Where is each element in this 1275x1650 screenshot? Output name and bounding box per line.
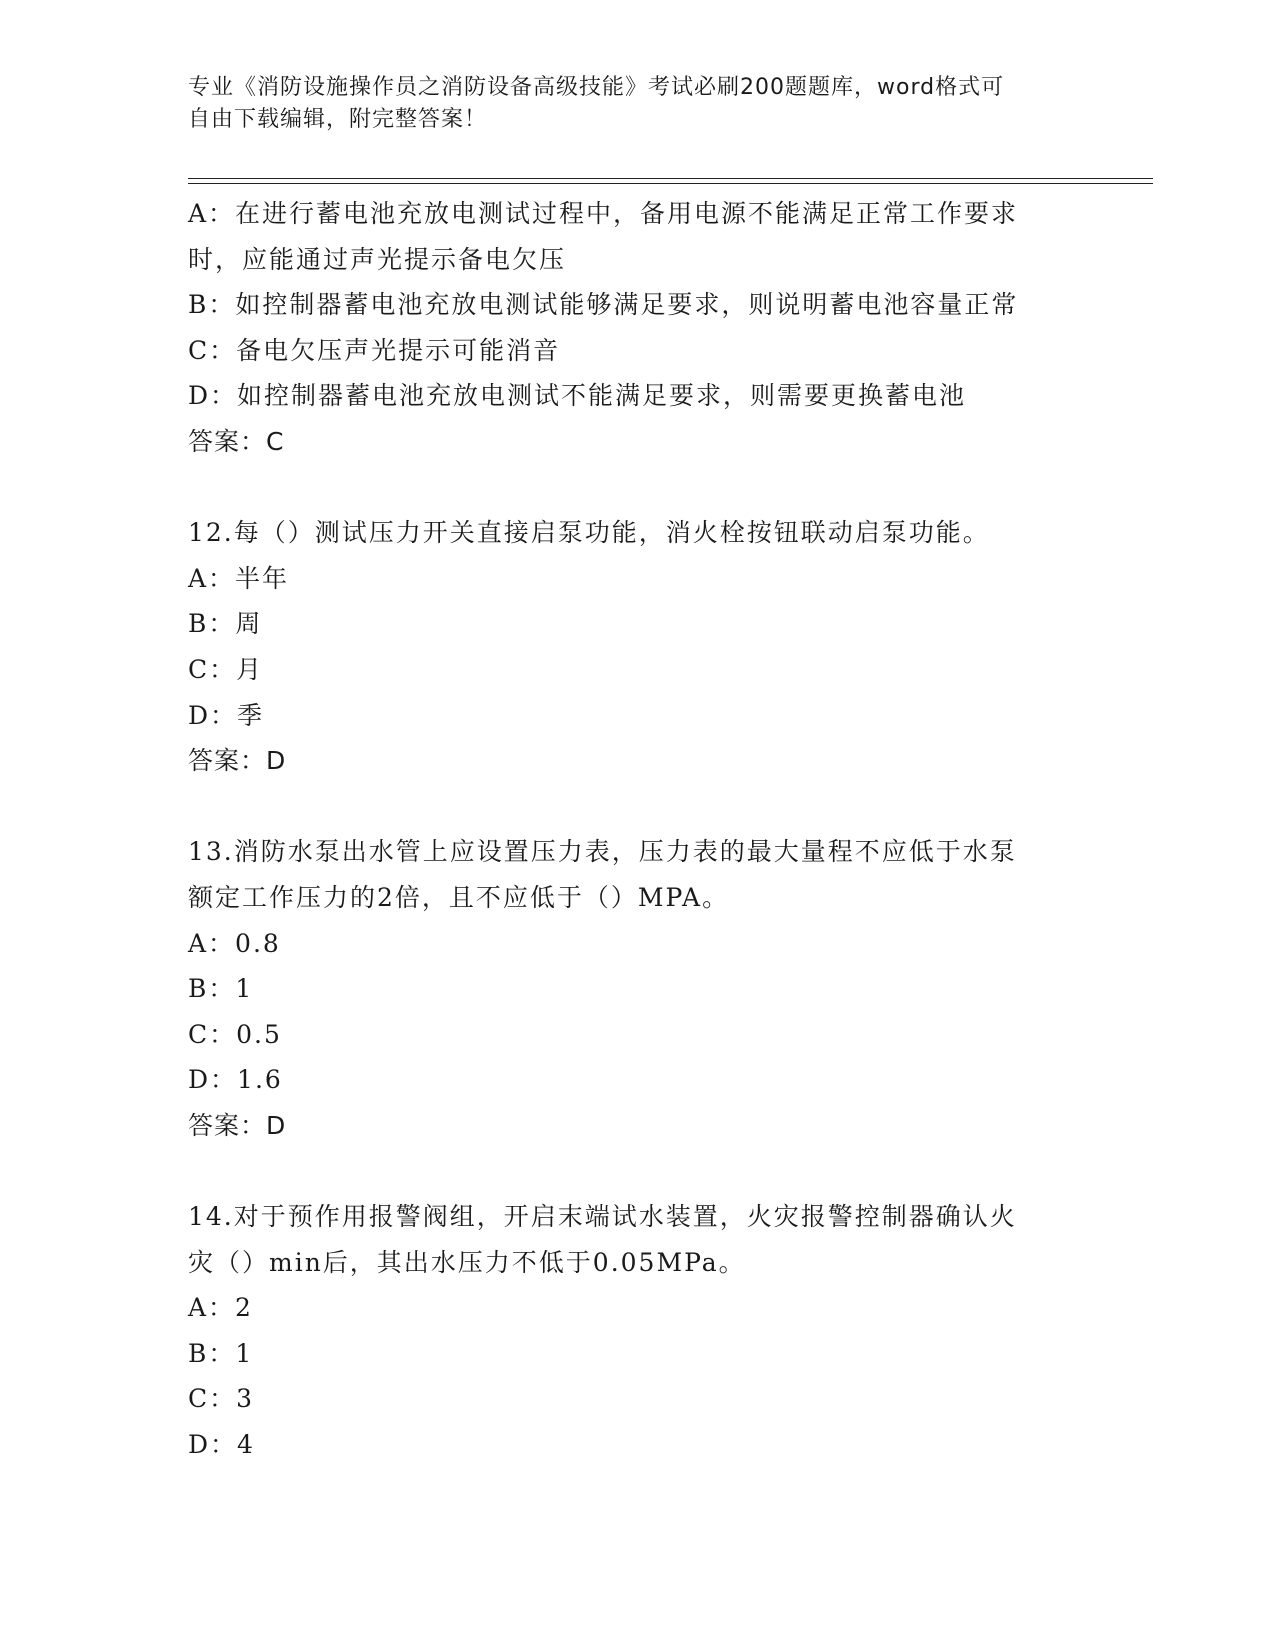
option-d: D：季: [188, 700, 265, 730]
answer: 答案：D: [188, 746, 287, 776]
option-c: C：3: [188, 1384, 255, 1414]
option-d: D：1.6: [188, 1065, 283, 1095]
question-14: [188, 1194, 1088, 1468]
option-d: D：如控制器蓄电池充放电测试不能满足要求，则需要更换蓄电池: [188, 381, 967, 411]
document-header: [188, 72, 1068, 136]
option-c: C：月: [188, 654, 264, 684]
option-c: C：0.5: [188, 1019, 282, 1049]
spacer: [188, 784, 1088, 830]
question-stem-line-1: 13.消防水泵出水管上应设置压力表，压力表的最大量程不应低于水泵: [188, 837, 1017, 867]
option-a-line-2: 时，应能通过声光提示备电欠压: [188, 244, 567, 274]
option-b: B：1: [188, 974, 254, 1004]
header-line-2: 自由下载编辑，附完整答案！: [188, 107, 488, 132]
option-b: B：周: [188, 609, 263, 639]
question-stem-line-2: 额定工作压力的2倍，且不应低于（）MPA。: [188, 882, 730, 912]
question-12: [188, 510, 1088, 784]
answer: 答案：C: [188, 426, 285, 456]
header-line-1: 专业《消防设施操作员之消防设备高级技能》考试必刷200题题库，word格式可: [188, 75, 1005, 100]
question-stem: 12.每（）测试压力开关直接启泵功能，消火栓按钮联动启泵功能。: [188, 518, 990, 548]
header-divider-bottom: [188, 183, 1153, 184]
question-list: [188, 191, 1088, 1468]
option-d: D：4: [188, 1430, 255, 1460]
option-c: C：备电欠压声光提示可能消音: [188, 335, 561, 365]
question-stem-line-2: 灾（）min后，其出水压力不低于0.05MPa。: [188, 1247, 746, 1277]
question-11: [188, 191, 1088, 465]
option-a: A：0.8: [188, 928, 281, 958]
option-b: B：1: [188, 1338, 254, 1368]
answer: 答案：D: [188, 1110, 287, 1140]
header-divider-top: [188, 178, 1153, 179]
option-b: B：如控制器蓄电池充放电测试能够满足要求，则说明蓄电池容量正常: [188, 290, 1019, 320]
question-stem-line-1: 14.对于预作用报警阀组，开启末端试水装置，火灾报警控制器确认火: [188, 1202, 1017, 1232]
question-13: [188, 829, 1088, 1148]
option-a: A：半年: [188, 563, 290, 593]
option-a: A：2: [188, 1293, 253, 1323]
spacer: [188, 465, 1088, 511]
spacer: [188, 1148, 1088, 1194]
option-a-line-1: A：在进行蓄电池充放电测试过程中，备用电源不能满足正常工作要求: [188, 199, 1019, 228]
